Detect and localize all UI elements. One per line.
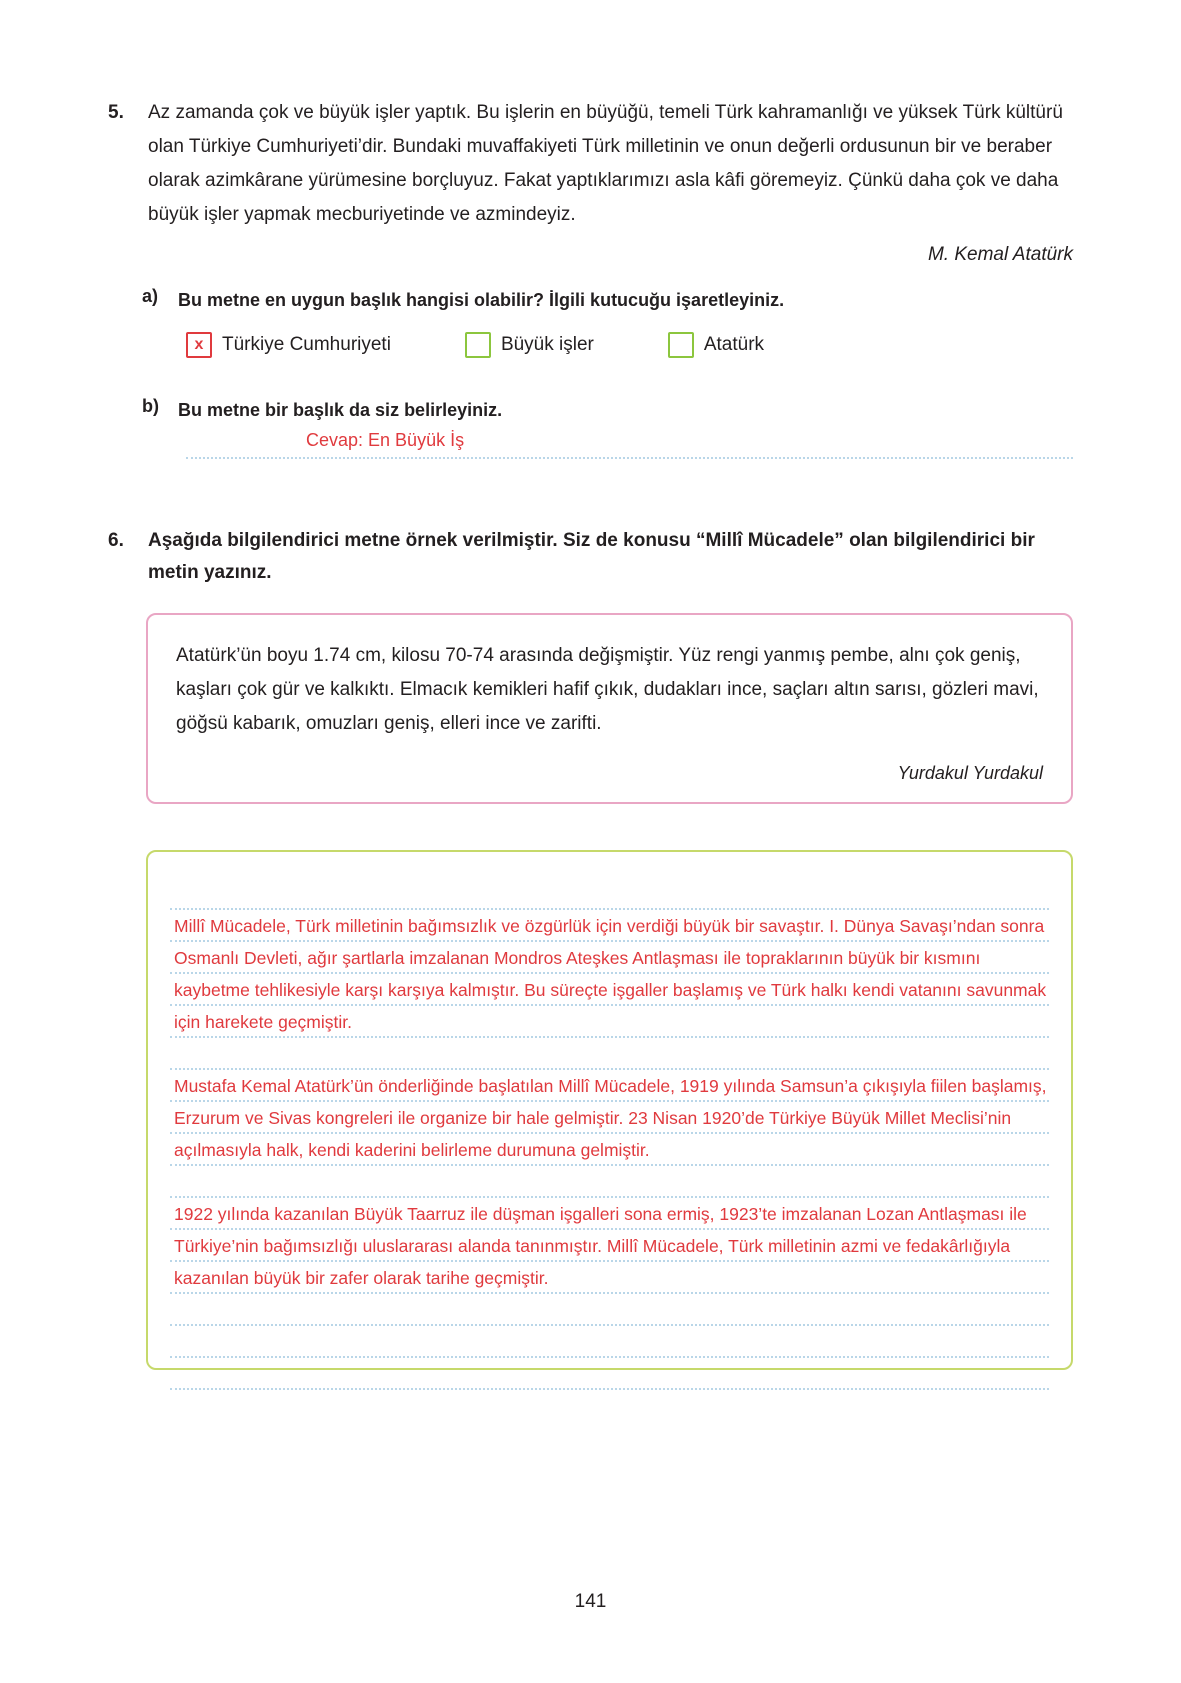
answer-paragraph: Mustafa Kemal Atatürk’ün önderliğinde başlatılan Millî Mücadele, 1919 yılında Samsun’a çıkışıyla fiilen başlamış, Erzurum ve Sivas kongreleri ile organize bir hale gelmiştir. 23 Nisan 1920’de Türkiye Büyük Millet Meclisi’nin açılmasıyla halk, kendi kaderini belirleme durumuna gelmiştir.: [174, 1076, 1047, 1160]
question-5b: [108, 396, 1073, 424]
example-attribution: Yurdakul Yurdakul: [897, 763, 1043, 783]
question-5a: [108, 286, 1073, 314]
question-6-answer-box[interactable]: [146, 850, 1073, 1370]
option-buyuk-isler[interactable]: [465, 332, 594, 358]
page-number: 141: [574, 1591, 607, 1612]
question-5a-label: a): [142, 286, 159, 306]
question-6-number: 6.: [108, 530, 124, 551]
question-5a-text: Bu metne en uygun başlık hangisi olabilir? İlgili kutucuğu işaretleyiniz.: [178, 290, 785, 310]
answer-paragraph: 1922 yılında kazanılan Büyük Taarruz ile düşman işgalleri sona ermiş, 1923’te imzalanan Lozan Antlaşması ile Türkiye’nin bağımsızlığı uluslararası alanda tanınmıştır. Millî Mücadele, Türk milletinin azmi ve fedakârlığıyla kazanılan büyük bir zafer olarak tarihe geçmiştir.: [174, 1204, 1027, 1288]
checkbox-turkiye-cumhuriyeti[interactable]: [186, 332, 212, 358]
question-5b-answer-text: Cevap: En Büyük İş: [306, 430, 465, 450]
checkbox-ataturk[interactable]: [668, 332, 694, 358]
question-5-attribution: M. Kemal Atatürk: [927, 244, 1073, 265]
question-6-text: Aşağıda bilgilendirici metne örnek verilmiştir. Siz de konusu “Millî Mücadele” olan bilgilendirici bir metin yazınız.: [148, 530, 1035, 583]
question-6-answer-text: [170, 878, 1049, 1294]
option-ataturk[interactable]: [668, 332, 764, 358]
question-5b-label: b): [142, 396, 159, 416]
checkbox-buyuk-isler[interactable]: [465, 332, 491, 358]
question-5: [108, 96, 1073, 459]
example-text: Atatürk’ün boyu 1.74 cm, kilosu 70-74 arasında değişmiştir. Yüz rengi yanmış pembe, alnı çok geniş, kaşları çok gür ve kalkıktı. Elmacık kemikleri hafif çıkık, dudakları ince, saçları altın sarısı, gözleri mavi, göğsü kabarık, omuzları geniş, elleri ince ve zarifti.: [176, 645, 1039, 734]
question-5b-text: Bu metne bir başlık da siz belirleyiniz.: [178, 400, 503, 420]
question-5a-options: [186, 332, 1073, 358]
option-label: Büyük işler: [500, 334, 594, 355]
option-label: Türkiye Cumhuriyeti: [222, 334, 391, 355]
question-6: [108, 525, 1073, 1370]
question-5-number: 5.: [108, 102, 124, 123]
option-turkiye-cumhuriyeti[interactable]: [186, 332, 391, 358]
question-5-text: Az zamanda çok ve büyük işler yaptık. Bu işlerin en büyüğü, temeli Türk kahramanlığı ve yüksek Türk kültürü olan Türkiye Cumhuriyeti’dir. Bundaki muvaffakiyeti Türk milletinin ve onun değerli ordusunun bir ve beraber olarak azimkârane yürümesine borçluyuz. Fakat yaptıklarımızı asla kâfi göremeyiz. Çünkü daha çok ve daha büyük işler yapmak mecburiyetinde ve azmindeyiz.: [148, 102, 1063, 225]
example-text-box: [146, 613, 1073, 804]
option-label: Atatürk: [703, 334, 765, 355]
check-mark: x: [194, 336, 204, 353]
answer-rule: [186, 457, 1073, 459]
question-5b-answer-area[interactable]: [186, 430, 1073, 459]
answer-paragraph: Millî Mücadele, Türk milletinin bağımsızlık ve özgürlük için verdiği büyük bir savaştır. I. Dünya Savaşı’ndan sonra Osmanlı Devleti, ağır şartlarla imzalanan Mondros Ateşkes Antlaşması ile topraklarının büyük bir kısmını kaybetme tehlikesiyle karşı karşıya kalmıştır. Bu süreçte işgaller başlamış ve Türk halkı kendi vatanını savunmak için harekete geçmiştir.: [174, 916, 1047, 1032]
